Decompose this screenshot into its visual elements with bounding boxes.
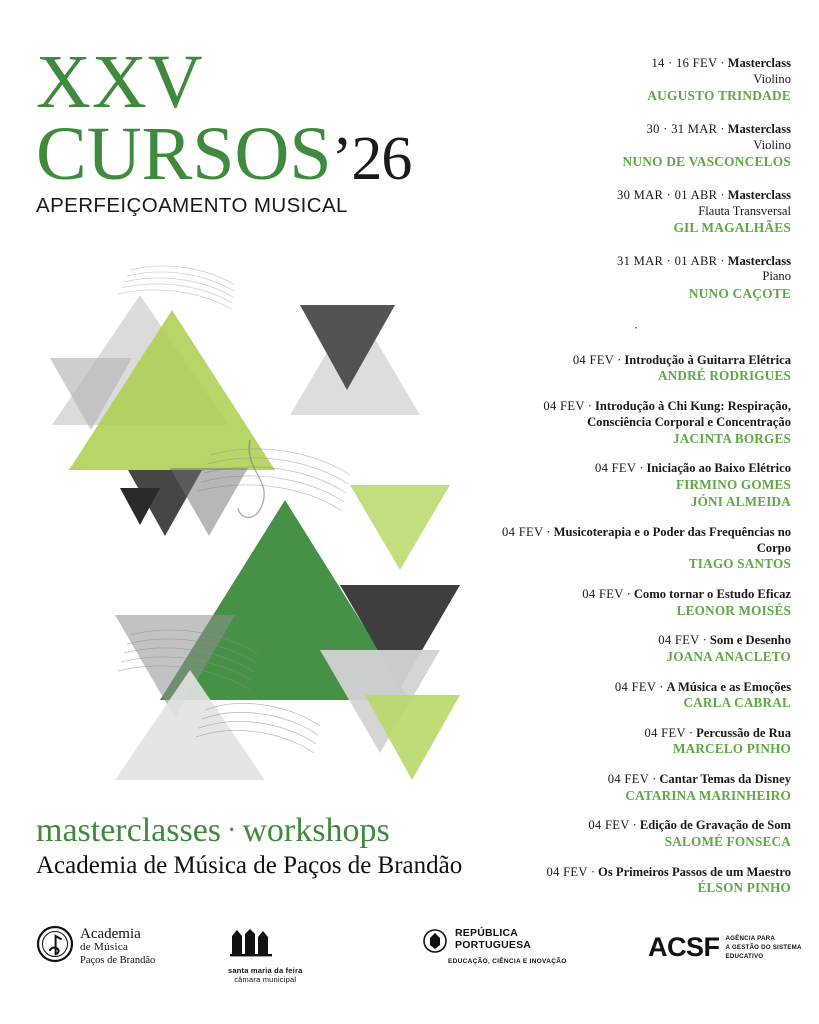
workshop-date: 04 FEV <box>546 864 588 879</box>
workshop-sep: · <box>639 461 644 476</box>
republica-line-1: REPÚBLICA <box>455 927 519 939</box>
workshop-date: 04 FEV <box>658 633 700 648</box>
masterclass-date: 30 MAR · 01 ABR <box>617 187 718 202</box>
republica-sub: EDUCAÇÃO, CIÊNCIA E INOVAÇÃO <box>448 958 567 966</box>
feira-line-2: câmara municipal <box>234 975 297 985</box>
title-line-2 <box>36 111 506 196</box>
workshop-item <box>481 725 791 758</box>
republica-shield-icon <box>422 928 448 958</box>
workshop-date: 04 FEV <box>607 772 650 787</box>
workshop-header <box>481 679 791 695</box>
workshop-date: 04 FEV <box>594 461 637 476</box>
workshop-title: Cantar Temas da Disney <box>659 772 791 787</box>
workshop-item <box>481 864 791 897</box>
workshop-date: 04 FEV <box>588 818 630 833</box>
workshop-sep: · <box>587 398 592 413</box>
feira-line-1: santa maria da feira <box>228 966 303 975</box>
logo-acsf <box>648 932 802 963</box>
workshop-item <box>481 460 791 510</box>
title-block <box>36 40 506 218</box>
masterclass-kind: Masterclass <box>727 253 791 268</box>
workshop-title: Como tornar o Estudo Eficaz <box>633 587 791 602</box>
triangles-graphic <box>20 240 510 800</box>
masterclass-instrument: Violino <box>753 71 791 86</box>
masterclass-instrument: Piano <box>762 269 791 284</box>
workshop-header <box>481 817 791 833</box>
workshop-presenter: FIRMINO GOMES <box>675 476 791 492</box>
workshop-header <box>481 771 791 787</box>
title-cursos: CURSOS <box>36 111 332 196</box>
workshop-item <box>481 817 791 850</box>
masterclass-date: 14 · 16 FEV <box>651 56 718 70</box>
masterclass-sep: · <box>720 121 725 136</box>
section-divider-dot: · <box>633 319 639 335</box>
workshop-item <box>481 352 791 385</box>
masterclass-header <box>481 254 791 270</box>
masterclass-kind: Masterclass <box>727 187 791 202</box>
academia-line-1: Academia <box>80 926 141 943</box>
workshop-sep: · <box>626 587 631 602</box>
workshop-date: 04 FEV <box>582 587 624 602</box>
workshop-header <box>481 725 791 741</box>
workshop-date: 04 FEV <box>502 524 544 539</box>
workshop-presenter: MARCELO PINHO <box>673 741 791 757</box>
academia-line-3: Paços de Brandão <box>80 955 156 967</box>
masterclass-sep: · <box>720 187 725 202</box>
masterclass-item <box>481 254 791 303</box>
masterclass-item <box>481 56 791 105</box>
workshop-title: Os Primeiros Passos de um Maestro <box>598 864 791 879</box>
workshop-header <box>481 398 791 431</box>
masterclass-teacher: NUNO CAÇOTE <box>688 286 791 302</box>
workshop-presenter: CARLA CABRAL <box>683 695 791 711</box>
academia-emblem-icon <box>36 924 74 970</box>
workshop-sep: · <box>702 633 707 648</box>
workshop-title: Edição de Gravação de Som <box>639 818 791 833</box>
feira-crest-icon <box>228 928 274 958</box>
acsf-line-1: AGÊNCIA PARA <box>725 934 775 942</box>
masterclass-kind: Masterclass <box>727 56 791 70</box>
republica-line-2: PORTUGUESA <box>455 938 532 951</box>
workshop-title: Introdução à Chi Kung: Respiração, Consciência Corporal e Concentração <box>587 398 791 430</box>
workshop-title: Iniciação ao Baixo Elétrico <box>646 461 791 476</box>
workshop-item <box>481 398 791 448</box>
masterclass-kind: Masterclass <box>727 121 791 136</box>
workshop-sep: · <box>632 818 637 833</box>
masterclass-instrument: Flauta Transversal <box>698 203 791 218</box>
masterclass-sep: · <box>720 56 725 70</box>
triangle-lightgreen-right <box>350 485 450 570</box>
masterclass-sep: · <box>720 253 725 268</box>
workshop-presenter: JACINTA BORGES <box>673 430 791 446</box>
workshop-sep: · <box>590 864 596 879</box>
title-line-1: XXV <box>36 40 204 124</box>
masterclass-item <box>481 188 791 237</box>
workshop-title: Percussão de Rua <box>696 725 791 740</box>
workshop-sep: · <box>652 772 657 787</box>
workshop-item <box>481 586 791 619</box>
workshop-sep: · <box>546 524 551 539</box>
workshop-presenter: SALOMÉ FONSECA <box>664 833 791 849</box>
right-column <box>481 56 791 910</box>
acsf-wordmark <box>726 934 802 962</box>
workshop-presenter: CATARINA MARINHEIRO <box>625 787 791 803</box>
acsf-line-2: A GESTÃO DO SISTEMA <box>725 943 802 951</box>
workshop-header <box>481 586 791 602</box>
logo-santa-maria-feira <box>228 928 302 985</box>
workshop-presenter: JÓNI ALMEIDA <box>690 493 791 509</box>
republica-wordmark <box>455 928 567 951</box>
workshop-item <box>481 524 791 574</box>
masterclass-date: 31 MAR · 01 ABR <box>617 253 718 268</box>
masterclass-header <box>481 188 791 204</box>
masterclass-instrument: Violino <box>753 137 791 152</box>
workshop-title: Introdução à Guitarra Elétrica <box>624 352 791 367</box>
title-year: ’26 <box>331 124 412 193</box>
poster-subtitle: APERFEIÇOAMENTO MUSICAL <box>36 194 348 218</box>
footer-workshops: workshops <box>242 812 390 849</box>
footer-categories <box>36 812 506 850</box>
academia-line-2: de Música <box>80 941 129 954</box>
workshop-date: 04 FEV <box>644 725 686 740</box>
workshop-header <box>481 524 791 557</box>
workshop-header <box>481 460 791 476</box>
masterclass-header <box>481 122 791 138</box>
workshop-item <box>481 679 791 712</box>
logo-academia-musica <box>36 924 155 970</box>
workshop-item <box>481 632 791 665</box>
workshop-title: A Música e as Emoções <box>666 679 791 694</box>
footer-masterclasses: masterclasses <box>36 812 222 849</box>
workshop-header <box>481 864 791 880</box>
workshop-sep: · <box>659 679 664 694</box>
workshop-date: 04 FEV <box>614 679 657 694</box>
workshop-presenter: TIAGO SANTOS <box>688 556 791 572</box>
footer-headings <box>36 812 506 880</box>
workshop-item <box>481 771 791 804</box>
masterclass-teacher: GIL MAGALHÃES <box>673 220 791 236</box>
acsf-mark: ACSF <box>648 932 720 962</box>
workshop-header <box>481 352 791 368</box>
masterclass-header <box>481 56 791 72</box>
academy-name: Academia de Música de Paços de Brandão <box>36 852 463 879</box>
footer-separator: · <box>227 815 237 846</box>
acsf-line-3: EDUCATIVO <box>725 953 764 961</box>
workshop-presenter: JOANA ANACLETO <box>666 648 791 664</box>
workshop-presenter: LEONOR MOISÉS <box>676 602 791 618</box>
feira-wordmark <box>228 966 302 985</box>
workshop-presenter: ÉLSON PINHO <box>697 880 791 896</box>
workshop-sep: · <box>688 725 694 740</box>
academia-wordmark <box>80 927 155 967</box>
masterclass-teacher: AUGUSTO TRINDADE <box>647 88 791 104</box>
masterclass-date: 30 · 31 MAR <box>646 121 718 136</box>
triangles-svg <box>20 240 510 800</box>
masterclass-item <box>481 122 791 171</box>
logo-bar <box>0 918 819 998</box>
masterclass-teacher: NUNO DE VASCONCELOS <box>622 154 791 170</box>
workshop-date: 04 FEV <box>572 352 615 367</box>
logo-republica-portuguesa <box>422 928 567 965</box>
workshop-date: 04 FEV <box>543 398 585 413</box>
workshop-sep: · <box>617 352 622 367</box>
workshop-title: Musicoterapia e o Poder das Frequências no Corpo <box>553 524 791 555</box>
workshop-header <box>481 632 791 648</box>
workshop-presenter: ANDRÉ RODRIGUES <box>657 367 791 383</box>
workshop-title: Som e Desenho <box>709 633 791 648</box>
